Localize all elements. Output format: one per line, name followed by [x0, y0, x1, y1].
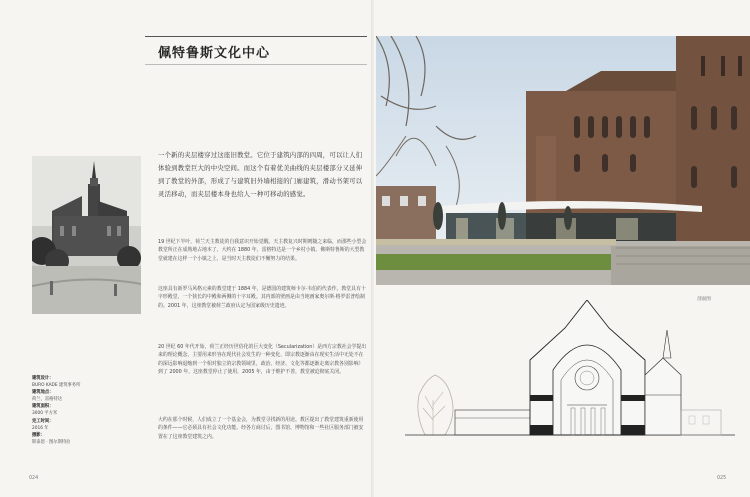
church-exterior-photo: [376, 36, 750, 285]
body-paragraph-3: 20 世纪 60 年代开始，荷兰正经历世俗化的巨大变化（Secularization）是西方宗教社会学提出来的理论概念，主要用来形容在现代社会发生的一种变化，即宗教逐渐由在现实生活中无处不在的深远影响退缩到一个相对独立的宗教领域里，政治、经济、文化等都逐渐走离宗教各别影响）到了 2000 年，这座教堂停止了使用，2005 年，由于维护不善，教堂被迫彻底关闭。: [158, 344, 367, 375]
lead-paragraph: 一个新的夹层楼穿过这座旧教堂。它位于建筑内部的四周，可以让人们体验到教堂巨大的中央空间。而这个有着优美曲线的夹层楼部分又延伸到了教堂的外部，形成了与建筑旧外墙相接的门廊建筑，滑动书架可以灵活移动，而夹层楼本身也给人一种可移动的感觉。: [158, 151, 363, 198]
meta-value-photography: 斯泰恩 · 图尔斯特拉: [32, 439, 71, 445]
meta-label-location: 建筑地点：: [32, 390, 54, 396]
left-page: [0, 0, 372, 497]
meta-value-location: 荷兰，雷格特达: [32, 397, 63, 403]
drawing-caption: 剖面图: [697, 297, 711, 302]
body-paragraph-4: 大约在那个时候，人们成立了一个基金会，为教堂寻找新的用途。教区提出了教堂建筑重新使用的条件——它必须具有社会文化功能。经各方商讨后，图书馆、博物馆和一些社区服务部门被安置在了这座教堂建筑之内。: [158, 417, 364, 440]
title-rule: [145, 36, 367, 37]
historic-church-photo: [32, 156, 141, 314]
meta-label-architect: 建筑设计：: [32, 376, 54, 381]
section-drawing: [405, 300, 735, 448]
project-info: [32, 375, 132, 446]
meta-value-area: 3000 平方米: [32, 411, 58, 417]
meta-label-area: 建筑面积：: [32, 404, 54, 410]
body-paragraph-1: 19 世纪下半叶，荷兰天主教徒的自我意识开始觉醒。天主教复兴时期则随之来临，而那些小型会教堂所正在成熟地占地本了，大约在 1880 年，雷格特达是一个乡村小镇，佛斯特鲁斯的大型教堂就建在这样一个小镇之上，是当时天主教徒们不懈努力的结果。: [158, 239, 367, 262]
page-number-right: 025: [717, 476, 727, 481]
meta-label-completion: 完工时间：: [32, 418, 54, 424]
body-paragraph-2: 这座具有新罗马风格元素的教堂建于 1884 年，是德国的建筑师卡尔·韦伯的代表作。教堂具有十字形殿堂，一个狭长的中殿和两侧的十字耳殿。其内部的壁画是由当地画家奥尔斯·格罗雷普绘制的。2001 年，这座教堂被荷兰政府认定为国家级历史遗迹。: [158, 286, 366, 309]
page-title: 佩特鲁斯文化中心: [158, 46, 271, 61]
title-rule-lower: [145, 64, 367, 65]
meta-value-completion: 2016 年: [32, 425, 49, 431]
meta-value-architect: BURO KADE 建筑事务所: [32, 383, 81, 389]
meta-label-photography: 摄影：: [32, 432, 45, 438]
page-number-left: 024: [29, 476, 39, 481]
